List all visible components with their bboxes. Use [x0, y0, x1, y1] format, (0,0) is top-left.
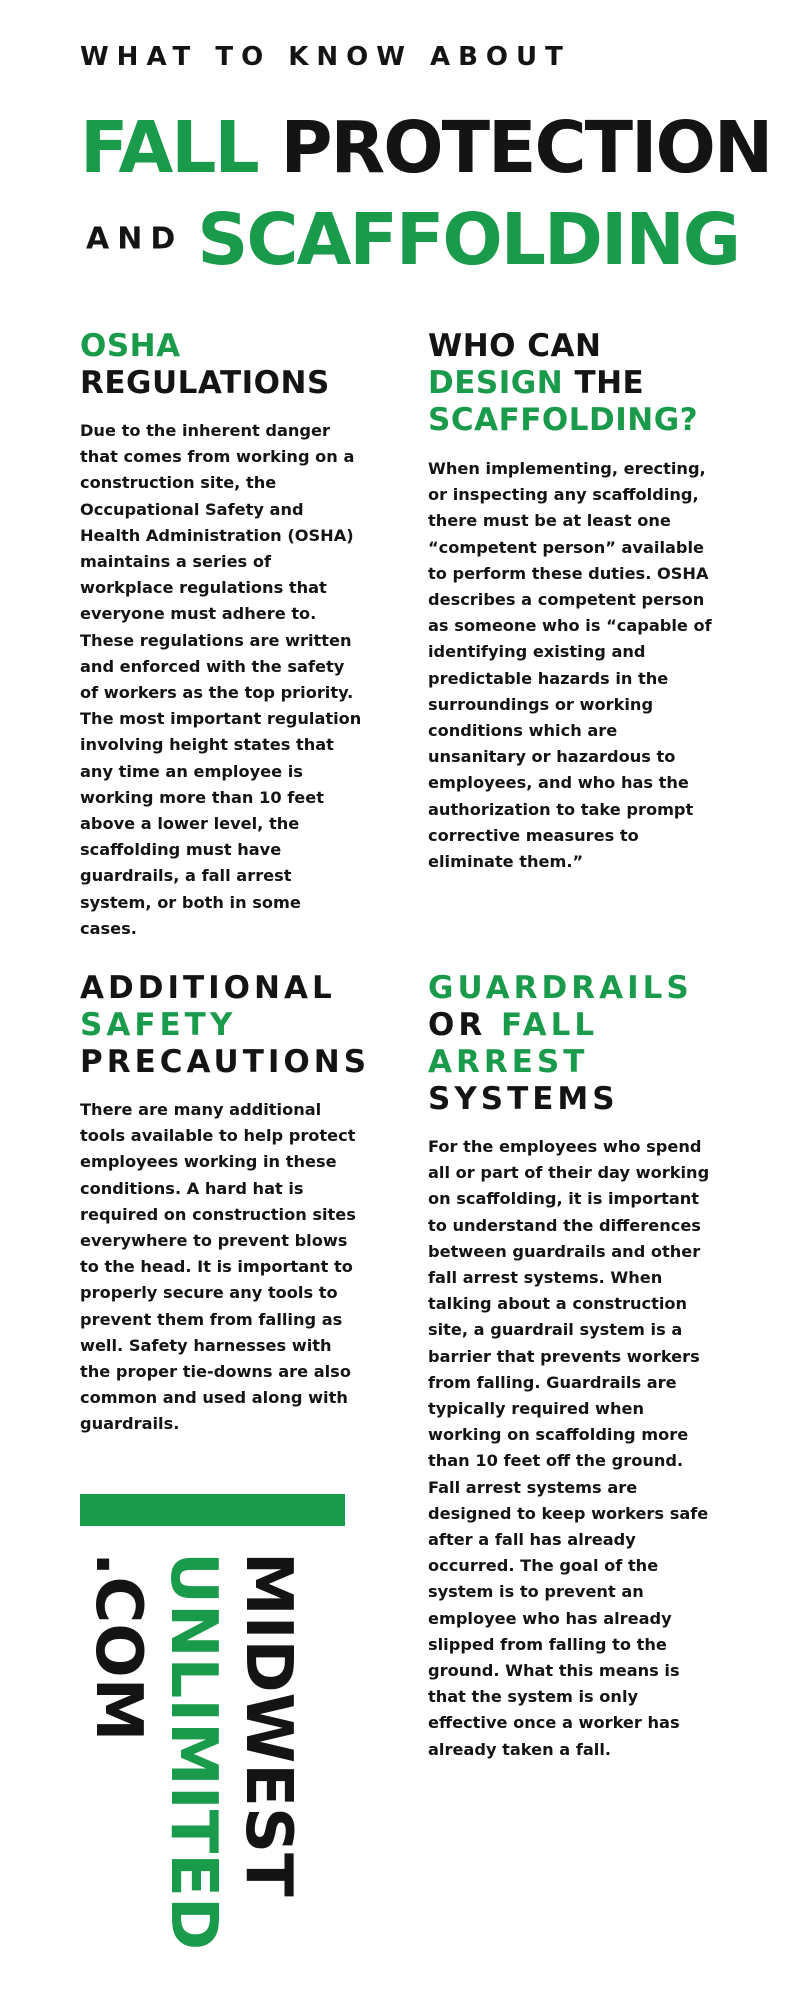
brand-line-unlimited: UNLIMITED — [156, 1552, 230, 1951]
design-heading-the: THE — [574, 365, 645, 401]
guardrails-heading-line1: GUARDRAILS — [428, 970, 693, 1006]
title-protection: PROTECTION — [280, 106, 772, 189]
precautions-heading-line3: PRECAUTIONS — [80, 1044, 371, 1080]
guardrails-heading-line3: ARREST — [428, 1044, 589, 1080]
guardrails-heading-fall: FALL — [501, 1007, 599, 1043]
kicker-text: WHAT TO KNOW ABOUT — [80, 42, 571, 72]
osha-heading-green: OSHA — [80, 328, 181, 364]
main-title-line2 — [86, 198, 740, 281]
brand-line-com: .COM — [81, 1552, 155, 1742]
guardrails-heading-line4: SYSTEMS — [428, 1081, 619, 1117]
brand-line-midwest: MIDWEST — [231, 1552, 305, 1897]
title-scaffolding: SCAFFOLDING — [197, 198, 740, 281]
title-fall: FALL — [80, 106, 258, 189]
precautions-heading-line2: SAFETY — [80, 1007, 237, 1043]
guardrails-heading-line2 — [428, 1007, 693, 1044]
guardrails-heading-or: OR — [428, 1007, 487, 1043]
design-heading-design: DESIGN — [428, 365, 564, 401]
osha-heading — [80, 328, 330, 402]
osha-heading-dark: REGULATIONS — [80, 365, 330, 401]
design-heading-line1: WHO CAN — [428, 328, 602, 364]
precautions-heading — [80, 970, 370, 1081]
guardrails-body: For the employees who spend all or part of their day working on scaffolding, it is important to understand the differences between guardrails and other fall arrest systems. When talking about a construction site, a guardrail system is a barrier that prevents workers from falling. Guardrails are typically required when working on scaffolding more than 10 feet off the ground. Fall arrest systems are designed to keep workers safe after a fall has already occurred. The goal of the system is to prevent an employee who has already slipped from falling to the ground. What this means is that the system is only effective once a worker has already taken a fall. — [428, 1137, 710, 1759]
design-heading-line3: SCAFFOLDING? — [428, 402, 699, 438]
title-and: AND — [86, 221, 184, 257]
precautions-heading-line1: ADDITIONAL — [80, 970, 336, 1006]
design-heading — [428, 328, 698, 439]
guardrails-heading — [428, 970, 693, 1118]
brand-vertical-text — [80, 1552, 306, 1976]
brand-accent-bar — [80, 1494, 345, 1526]
main-title-line1 — [80, 106, 772, 189]
design-heading-line2 — [428, 365, 698, 402]
design-body: When implementing, erecting, or inspecting any scaffolding, there must be at least one “competent person” available to perform these duties. OSHA describes a competent person as someone who is “capable of identifying existing and predictable hazards in the surroundings or working conditions which are unsanitary or hazardous to employees, and who has the authorization to take prompt corrective measures to eliminate them.” — [428, 459, 712, 872]
precautions-body: There are many additional tools available to help protect employees working in these conditions. A hard hat is required on construction sites everywhere to prevent blows to the head. It is important to properly secure any tools to prevent them from falling as well. Safety harnesses with the proper tie-downs are also common and used along with guardrails. — [80, 1100, 356, 1434]
osha-body: Due to the inherent danger that comes from working on a construction site, the Occupational Safety and Health Administration (OSHA) maintains a series of workplace regulations that everyone must adhere to. These regulations are written and enforced with the safety of workers as the top priority. The most important regulation involving height states that any time an employee is working more than 10 feet above a lower level, the scaffolding must have guardrails, a fall arrest system, or both in some cases. — [80, 421, 362, 938]
